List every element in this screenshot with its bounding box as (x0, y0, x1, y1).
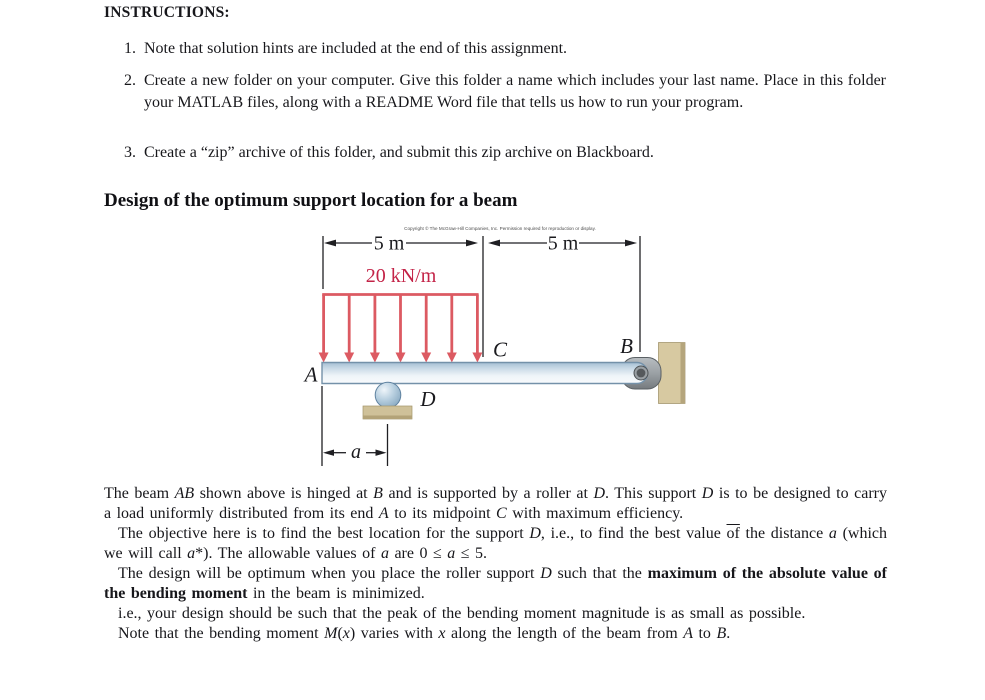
dim-arrowhead (376, 450, 387, 456)
load-arrowhead (370, 353, 380, 363)
distributed-load (319, 295, 483, 363)
roller-ball (375, 382, 401, 408)
dim-arrowhead (323, 450, 334, 456)
beam (322, 363, 648, 384)
paragraph-1: The beam AB shown above is hinged at B and is supported by a roller at D. This support D is to be designed to carry a load uniformly distributed from its end A to its midpoint C with maximum efficiency. (104, 485, 888, 522)
load-arrowhead (447, 353, 457, 363)
load-arrowhead (396, 353, 406, 363)
paragraph-2: The objective here is to find the best location for the support D, i.e., to find the best value $\overline{of}$ the distance a (which we will call a*). The allowable values of a are 0 ≤ a ≤ 5. (104, 525, 888, 562)
section-heading: Design of the optimum support location for a beam (104, 190, 518, 211)
dim-label-left: 5 m (373, 232, 405, 255)
wall-block-shadow (681, 343, 686, 404)
label-C: C (492, 337, 508, 362)
load-arrowhead (472, 353, 482, 363)
dim-arrowhead (466, 240, 478, 247)
item-text: Create a new folder on your computer. Give this folder a name which includes your last name. Place in this folder your MATLAB files, along with a README Word file that tells us how to run your program. (144, 72, 886, 111)
problem-statement (104, 484, 887, 644)
beam-figure (280, 218, 700, 476)
item-number: 3. (124, 144, 136, 161)
item-number: 2. (124, 72, 136, 89)
item-number: 1. (124, 40, 136, 57)
load-arrowhead (319, 353, 329, 363)
label-D: D (420, 387, 436, 411)
dim-arrowhead (488, 240, 500, 247)
paragraph-5: Note that the bending moment M(x) varies with x along the length of the beam from A to B. (118, 625, 731, 642)
instruction-item-2 (124, 70, 886, 114)
label-distance-a: a (351, 441, 361, 463)
instruction-item-1 (124, 38, 886, 60)
instructions-heading: INSTRUCTIONS: (104, 4, 230, 21)
item-text: Note that solution hints are included at the end of this assignment. (144, 40, 568, 57)
instruction-item-3 (124, 142, 886, 164)
label-A: A (304, 362, 318, 387)
hinge-pin (637, 369, 646, 378)
label-B: B (620, 334, 633, 358)
load-arrowhead (344, 353, 354, 363)
dim-arrowhead (324, 240, 336, 247)
paragraph-3: The design will be optimum when you place the roller support D such that the maximum of the absolute value of the bending moment in the beam is minimized. (104, 565, 888, 602)
item-text: Create a “zip” archive of this folder, and submit this zip archive on Blackboard. (144, 144, 654, 161)
roller-block-shadow (363, 416, 412, 420)
load-intensity-label: 20 kN/m (365, 265, 437, 287)
load-arrowhead (421, 353, 431, 363)
paragraph-4: i.e., your design should be such that the peak of the bending moment magnitude is as small as possible. (118, 605, 806, 622)
dim-arrowhead (625, 240, 637, 247)
figure-copyright: Copyright © The McGraw-Hill Companies, Inc. Permission required for reproduction or display. (404, 226, 596, 231)
dim-label-right: 5 m (547, 232, 579, 255)
